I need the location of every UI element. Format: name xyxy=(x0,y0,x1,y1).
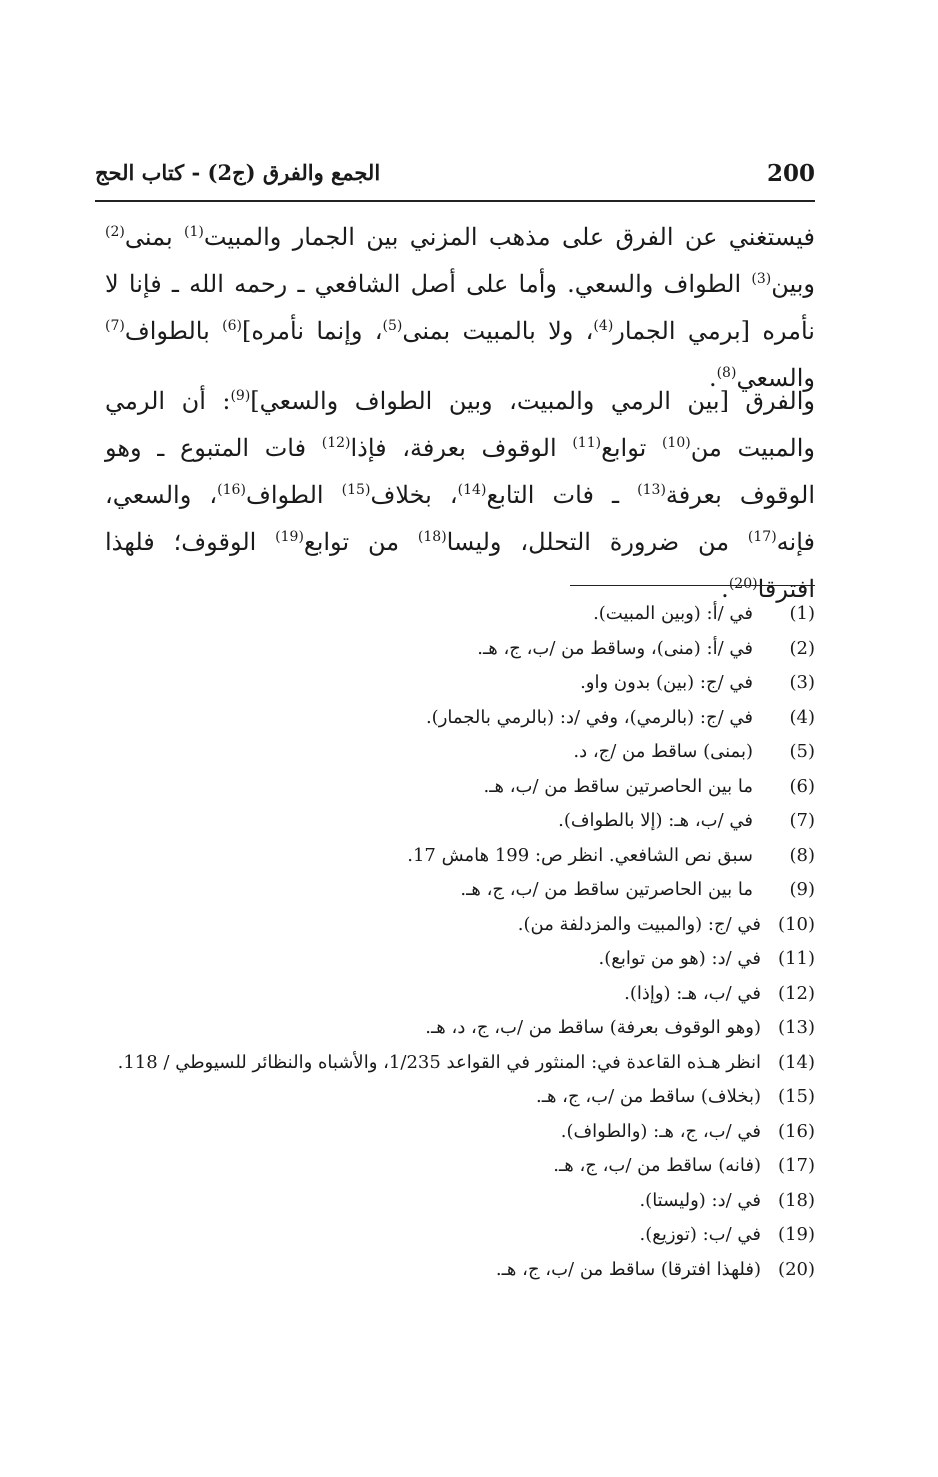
paragraph-text: توابع xyxy=(601,434,662,462)
footnote-number: (14) xyxy=(778,1051,815,1073)
footnote-text: (فانه) ساقط من /ب، ج، هـ. xyxy=(553,1155,761,1176)
footnote-text: ما بين الحاصرتين ساقط من /ب، ج، هـ. xyxy=(460,879,753,900)
paragraph-text: الطواف والسعي. وأما على أصل الشافعي ـ رحمه الله ـ فإنا لا نأمره [برمي الجمار xyxy=(105,270,815,345)
footnote-text: في /ج: (بالرمي)، وفي /د: (بالرمي بالجمار). xyxy=(425,706,753,728)
footnote-item xyxy=(100,1080,815,1115)
footnote-text: في /أ: (وبين المبيت). xyxy=(593,603,753,624)
footnote-number: (16) xyxy=(778,1120,815,1142)
footnote-text: في /د: (وليستا). xyxy=(639,1189,761,1211)
footnote-number: (2) xyxy=(789,637,815,659)
footnote-reference[interactable]: (5) xyxy=(382,318,403,334)
paragraph-text: . xyxy=(721,575,729,603)
footnote-reference[interactable]: (9) xyxy=(230,388,251,404)
footnote-item xyxy=(100,839,815,874)
footnote-number: (8) xyxy=(789,844,815,866)
paragraph-text: فات المتبوع ـ وهو الوقوف بعرفة xyxy=(105,434,815,509)
footnote-item xyxy=(100,1011,815,1046)
paragraph-text: من ضرورة التحلل، وليسا xyxy=(446,528,748,556)
footnote-text: (بمنى) ساقط من /ج، د. xyxy=(573,741,753,762)
footnote-item xyxy=(100,770,815,805)
footnote-separator xyxy=(570,585,815,586)
footnote-reference[interactable]: (1) xyxy=(184,224,204,240)
footnote-reference[interactable]: (20) xyxy=(728,576,758,592)
footnote-number: (11) xyxy=(778,948,815,969)
paragraph-text: . xyxy=(708,364,717,392)
footnote-text: (بخلاف) ساقط من /ب، ج، هـ. xyxy=(535,1086,761,1107)
paragraph-text: الوقوف؛ فلهذا افترقا xyxy=(105,528,815,603)
footnote-item xyxy=(100,701,815,736)
footnote-reference[interactable]: (12) xyxy=(321,435,351,451)
paragraph-text: ، بخلاف xyxy=(370,481,458,509)
footnote-item xyxy=(100,1046,815,1081)
footnote-text: في /ب: (توزيع). xyxy=(639,1224,761,1245)
footnote-item xyxy=(100,942,815,977)
footnote-number: (20) xyxy=(778,1258,815,1280)
paragraph-text: بالطواف xyxy=(124,317,223,345)
footnote-text: في /أ: (منى)، وساقط من /ب، ج، هـ. xyxy=(477,637,753,659)
footnote-item xyxy=(100,1115,815,1150)
footnote-item xyxy=(100,977,815,1012)
footnote-reference[interactable]: (14) xyxy=(457,482,487,498)
paragraph-text: فيستغني عن الفرق على مذهب المزني بين الجمار والمبيت xyxy=(203,223,815,251)
footnote-item xyxy=(100,873,815,908)
footnote-number: (13) xyxy=(778,1017,815,1038)
footnote-item xyxy=(100,597,815,632)
footnote-number: (17) xyxy=(778,1155,815,1176)
footnote-item xyxy=(100,735,815,770)
footnote-text: سبق نص الشافعي. انظر ص: 199 هامش 17. xyxy=(407,844,753,866)
body-paragraph-1 xyxy=(105,214,815,402)
footnote-reference[interactable]: (10) xyxy=(661,435,691,451)
footnote-number: (19) xyxy=(778,1224,815,1245)
paragraph-text: من توابع xyxy=(303,528,418,556)
footnote-text: في /ب، هـ: (إلا بالطواف). xyxy=(558,810,753,831)
footnote-number: (12) xyxy=(778,982,815,1004)
page-number: 200 xyxy=(766,160,815,187)
footnote-text: انظر هـذه القاعدة في: المنثور في القواعد 1/235، والأشباه والنظائر للسيوطي / 118. xyxy=(117,1051,761,1073)
footnote-text: في /ج: (بين) بدون واو. xyxy=(580,672,753,693)
footnote-number: (4) xyxy=(789,706,815,728)
running-header xyxy=(95,158,815,198)
footnote-number: (5) xyxy=(789,741,815,762)
footnote-reference[interactable]: (17) xyxy=(747,529,777,545)
footnote-item xyxy=(100,1149,815,1184)
footnote-number: (3) xyxy=(789,672,815,693)
footnote-reference[interactable]: (13) xyxy=(637,482,666,498)
footnote-text: في /ج: (والمبيت والمزدلفة من). xyxy=(517,913,761,935)
footnote-text: في /ب، ج، هـ: (والطواف). xyxy=(560,1120,761,1142)
footnote-item xyxy=(100,908,815,943)
footnote-reference[interactable]: (18) xyxy=(417,529,447,545)
footnotes-list xyxy=(100,597,815,1287)
paragraph-text: ـ فات التابع xyxy=(486,481,638,509)
footnote-number: (15) xyxy=(778,1086,815,1107)
footnote-number: (9) xyxy=(789,879,815,900)
footnote-reference[interactable]: (11) xyxy=(572,435,602,451)
footnote-text: في /ب، هـ: (وإذا). xyxy=(624,982,761,1004)
paragraph-text: ، والسعي، فإنه xyxy=(105,481,815,556)
footnote-reference[interactable]: (6) xyxy=(222,318,242,334)
footnote-text: في /د: (هو من توابع). xyxy=(598,948,761,969)
paragraph-text: الطواف xyxy=(245,481,342,509)
footnote-number: (10) xyxy=(778,913,815,935)
footnote-number: (6) xyxy=(789,775,815,797)
footnote-number: (1) xyxy=(789,603,815,624)
footnote-item xyxy=(100,1218,815,1253)
paragraph-text: ، ولا بالمبيت بمنى xyxy=(402,317,594,345)
footnote-item xyxy=(100,1184,815,1219)
paragraph-text: والسعي xyxy=(736,364,815,392)
footnote-text: (فلهذا افترقا) ساقط من /ب، ج، هـ. xyxy=(495,1258,761,1280)
paragraph-text: وبين xyxy=(771,270,815,298)
footnote-reference[interactable]: (15) xyxy=(341,482,371,498)
body-paragraph-2 xyxy=(105,378,815,613)
footnote-reference[interactable]: (3) xyxy=(751,271,772,287)
paragraph-text: ، وإنما نأمره] xyxy=(241,317,383,345)
footnote-item xyxy=(100,804,815,839)
footnote-reference[interactable]: (8) xyxy=(716,365,737,381)
footnote-item xyxy=(100,666,815,701)
running-title: الجمع والفرق (ج2) - كتاب الحج xyxy=(95,160,381,185)
footnote-item xyxy=(100,632,815,667)
footnote-number: (18) xyxy=(778,1189,815,1211)
footnote-reference[interactable]: (4) xyxy=(593,318,614,334)
footnote-reference[interactable]: (16) xyxy=(217,482,246,498)
footnote-text: (وهو الوقوف بعرفة) ساقط من /ب، ج، د، هـ. xyxy=(425,1017,761,1038)
paragraph-text: الوقوف بعرفة، فإذا xyxy=(350,434,573,462)
footnote-text: ما بين الحاصرتين ساقط من /ب، هـ. xyxy=(483,775,753,797)
footnote-reference[interactable]: (2) xyxy=(105,224,125,240)
paragraph-text: بمنى xyxy=(124,223,184,251)
footnote-item xyxy=(100,1253,815,1288)
paragraph-text: والفرق [بين الرمي والمبيت، وبين الطواف والسعي] xyxy=(250,387,815,415)
paragraph-text: : أن الرمي والمبيت من xyxy=(105,387,815,462)
footnote-reference[interactable]: (19) xyxy=(275,529,304,545)
footnote-reference[interactable]: (7) xyxy=(105,318,125,334)
footnote-number: (7) xyxy=(789,810,815,831)
header-rule xyxy=(95,200,815,202)
